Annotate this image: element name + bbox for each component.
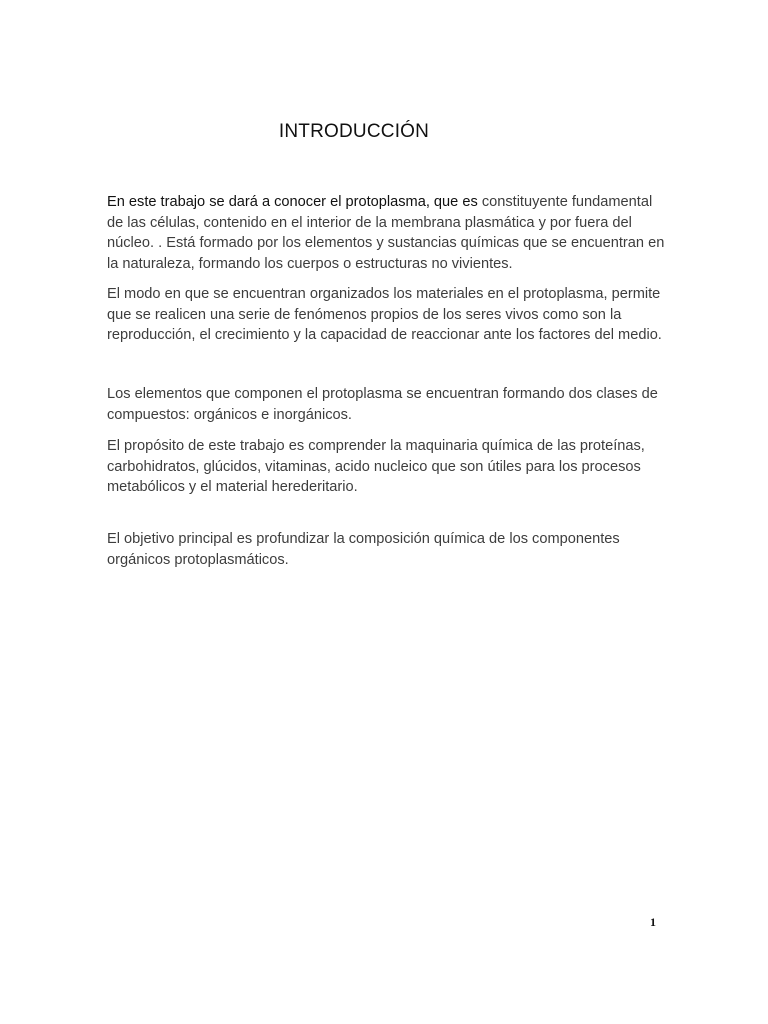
paragraph-2: [107, 284, 667, 346]
paragraph-2-text: El modo en que se encuentran organizados los materiales en el protoplasma, permite que se realicen una serie de fenómenos propios de los seres vivos como son la reproducción, el crecimiento y la capacidad de reaccionar ante los factores del medio.: [107, 286, 662, 343]
paragraph-1: [107, 192, 667, 274]
paragraph-1-lead: En este trabajo se dará a conocer el protoplasma, que es: [107, 194, 482, 210]
paragraph-5: [107, 529, 667, 570]
paragraph-1-text: constituyente fundamental de las células, contenido en el interior de la membrana plasmática y por fuera del núcleo. . Está formado por los elementos y sustancias químicas que se encuentran en la naturaleza, formando los cuerpos o estructuras no vivientes.: [107, 194, 665, 272]
paragraph-3-text: Los elementos que componen el protoplasma se encuentran formando dos clases de compuestos: orgánicos e inorgánicos.: [107, 386, 658, 423]
paragraph-3: [107, 384, 667, 425]
page-title: INTRODUCCIÓN: [278, 121, 430, 142]
paragraph-5-text: El objetivo principal es profundizar la composición química de los componentes orgánicos protoplasmáticos.: [107, 531, 620, 568]
paragraph-4-text: El propósito de este trabajo es comprender la maquinaria química de las proteínas, carbohidratos, glúcidos, vitaminas, acido nucleico que son útiles para los procesos metabólicos y el material herederitario.: [107, 438, 645, 495]
paragraph-4: [107, 436, 667, 498]
page-number: 1: [650, 915, 656, 929]
